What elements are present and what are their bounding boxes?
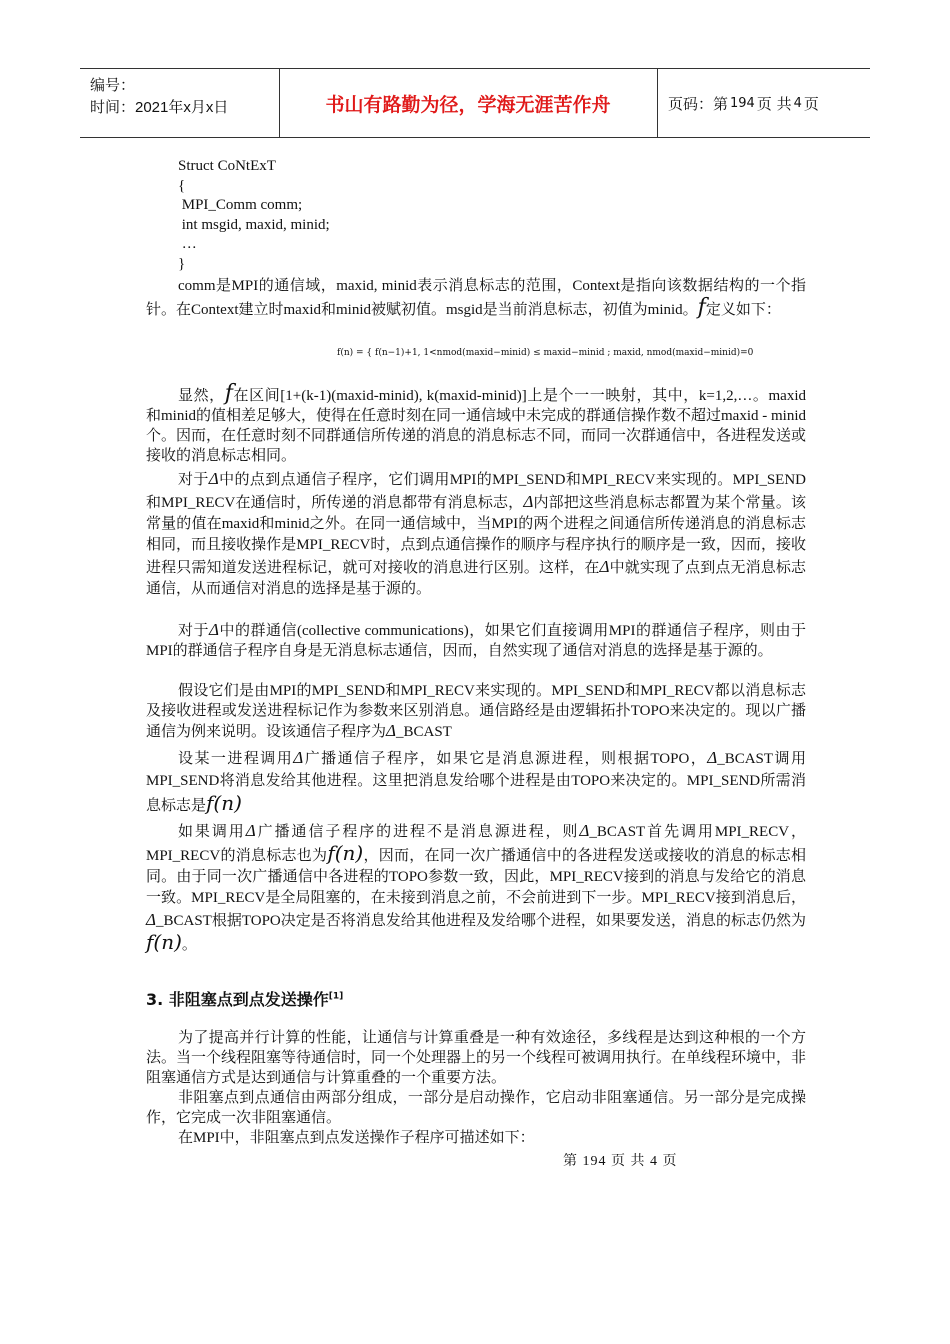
- code-line: }: [178, 255, 186, 272]
- code-line: MPI_Comm comm;: [178, 197, 303, 213]
- header-meta: [90, 75, 228, 119]
- formula-f: f(n) = { f(n−1)+1, 1<nmod(maxid−minid) ≤ maxid−minid ; maxid, nmod(maxid−minid)=0: [337, 348, 754, 358]
- delta-symbol: Δ: [599, 557, 610, 576]
- f-of-n: f(n): [206, 791, 242, 815]
- delta-symbol: Δ: [523, 492, 534, 511]
- delta-symbol: Δ: [386, 721, 396, 740]
- paragraph-broadcast-source: 设某一进程调用Δ广播通信子程序，如果它是消息源进程，则根据TOPO，Δ_BCAST调用MPI_SEND将消息发给其他进程。这里把消息发给哪个进程是由TOPO来决定的。MPI_SEND所需消息标志是f(n): [146, 748, 806, 815]
- paragraph-mapping: 显然，f在区间[1+(k-1)(maxid-minid), k(maxid-minid)]上是个一一映射，其中，k=1,2,…。maxid和minid的值相差足够大，使得在任意时刻在同一通信域中未完成的群通信操作数不超过maxid - minid个。因而，在任意时刻不同群通信所传递的消息的消息标志不同，而同一次群通信中，各进程发送或接收的消息标志相同。: [146, 381, 807, 464]
- page-footer: 第 194 页 共 4 页: [563, 1154, 678, 1169]
- page-mid: 页 共: [756, 94, 792, 113]
- paragraph-nonblocking-mpi: 在MPI中，非阻塞点到点发送操作子程序可描述如下：: [178, 1130, 535, 1146]
- f-symbol: f: [224, 381, 233, 406]
- paragraph-broadcast-receiver: 如果调用Δ广播通信子程序的进程不是消息源进程，则Δ_BCAST首先调用MPI_RECV，MPI_RECV的消息标志也为f(n)，因而，在同一次广播通信中的各进程发送或接收的消息的标志相同。由于同一次广播通信中各进程的TOPO参数一致，因此，MPI_RECV接到的消息与发给它的消息一致。MPI_RECV是全局阻塞的，在未接到消息之前，不会前进到下一步。MPI_RECV接到消息后，Δ_BCAST根据TOPO决定是否将消息发给其他进程及发给哪个进程，如果要发送，消息的标志仍然为f(n)。: [146, 821, 807, 954]
- paragraph-p2p: 对于Δ中的点到点通信子程序，它们调用MPI的MPI_SEND和MPI_RECV来实现的。MPI_SEND和MPI_RECV在通信时，所传递的消息都带有消息标志，Δ内部把这些消息标志都置为某个常量。该常量的值在maxid和minid之外。在同一通信域中，当MPI的两个进程之间通信所传递消息的消息标志相同，而且接收操作是MPI_RECV时，点到点通信操作的顺序与程序执行的顺序是一致，因而，接收进程只需知道发送进程标记，就可对接收的消息进行区别。这样，在Δ中就实现了点到点无消息标志通信，从而通信对消息的选择是基于源的。: [146, 469, 806, 597]
- page-number: 194: [730, 95, 755, 111]
- paragraph-collective: 对于Δ中的群通信(collective communications)，如果它们直接调用MPI的群通信子程序，则由于MPI的群通信子程序自身是无消息标志通信，因而，自然实现了通信对消息的选择是基于源的。: [146, 620, 806, 659]
- delta-symbol: Δ: [146, 910, 156, 929]
- header-motto: 书山有路勤为径，学海无涯苦作舟: [325, 93, 611, 116]
- section-heading: 3. 非阻塞点到点发送操作[1]: [146, 990, 344, 1009]
- header-number-label: 编号：: [90, 77, 136, 94]
- paragraph-context: comm是MPI的通信域，maxid, minid表示消息标志的范围，Context是指向该数据结构的一个指针。在Context建立时maxid和minid被赋初值。msgid是当前消息标志，初值为minid。f定义如下：: [146, 278, 806, 320]
- page-total: 4: [793, 95, 802, 111]
- f-of-n: f(n): [146, 930, 182, 954]
- code-block: [178, 157, 330, 274]
- paragraph-nonblocking-parts: 非阻塞点到点通信由两部分组成，一部分是启动操作，它启动非阻塞通信。另一部分是完成操作，它完成一次非阻塞通信。: [146, 1090, 806, 1126]
- delta-symbol: Δ: [293, 748, 304, 767]
- delta-symbol: Δ: [209, 620, 219, 639]
- code-line: …: [178, 236, 197, 252]
- delta-symbol: Δ: [707, 748, 718, 767]
- code-line: int msgid, maxid, minid;: [178, 216, 330, 233]
- f-symbol: f: [697, 295, 706, 320]
- delta-symbol: Δ: [245, 821, 256, 840]
- header-divider: [657, 69, 658, 137]
- code-line: Struct CoNtExT: [178, 158, 276, 174]
- paragraph-nonblocking-intro: 为了提高并行计算的性能，让通信与计算重叠是一种有效途径，多线程是达到这种根的一个方法。当一个线程阻塞等待通信时，同一个处理器上的另一个线程可被调用执行。在单线程环境中，非阻塞通信方式是达到通信与计算重叠的一个重要方法。: [146, 1030, 807, 1086]
- code-line: {: [178, 177, 186, 194]
- header-page-info: [668, 69, 819, 137]
- delta-symbol: Δ: [579, 821, 590, 840]
- page-prefix: 页码：第: [668, 94, 729, 113]
- page-header: [80, 68, 870, 138]
- paragraph-send-recv: 假设它们是由MPI的MPI_SEND和MPI_RECV来实现的。MPI_SEND和MPI_RECV都以消息标志及接收进程或发送进程标记作为参数来区别消息。通信路经是由逻辑拓扑TOPO来决定的。现以广播通信为例来说明。设该通信子程序为Δ_BCAST: [146, 683, 806, 740]
- section-citation: [1]: [328, 991, 344, 1002]
- f-of-n: f(n): [327, 841, 364, 865]
- delta-symbol: Δ: [208, 469, 219, 488]
- header-date: 时间：2021年x月x日: [90, 99, 229, 116]
- page-suffix: 页: [803, 94, 819, 113]
